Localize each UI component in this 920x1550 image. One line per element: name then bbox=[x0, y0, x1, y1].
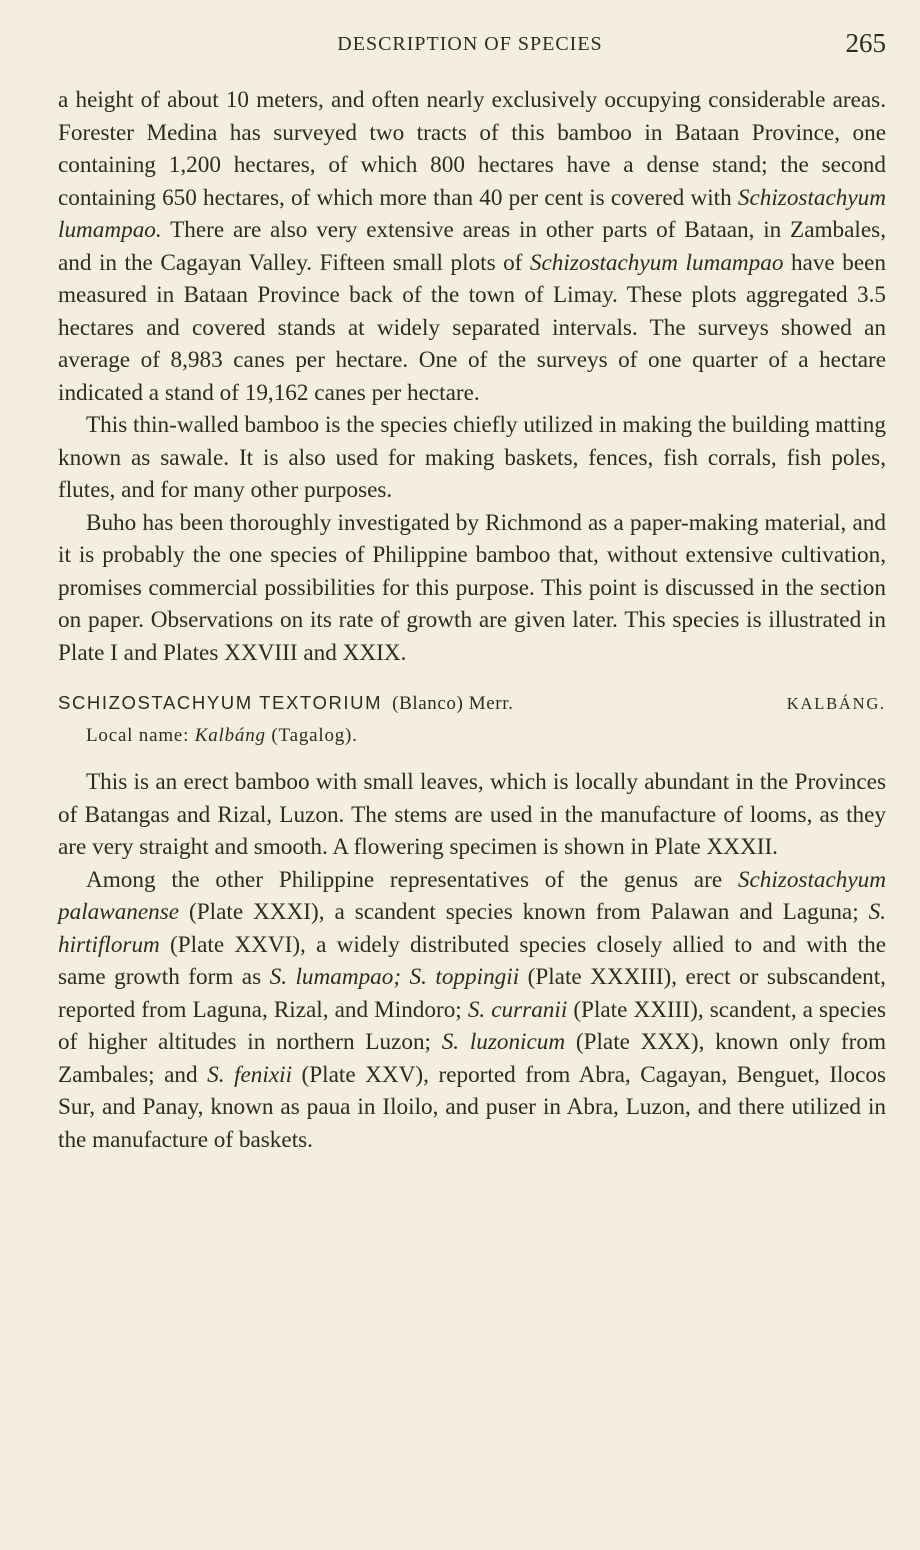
text-run: Among the other Philippine representatives of the genus are bbox=[86, 866, 738, 893]
italic-term: Schizostachyum lumampao. bbox=[58, 184, 886, 243]
text-run: (Plate XXIII), scandent, a species of higher altitudes in northern Luzon; bbox=[58, 996, 886, 1055]
paragraph-paper-making bbox=[58, 507, 886, 670]
page-body bbox=[58, 84, 886, 1156]
italic-term: Schizostachyum lumampao bbox=[529, 249, 784, 276]
text-run: (Plate XXX), known only from Zambales; and bbox=[58, 1029, 886, 1088]
paragraph-other-species bbox=[58, 864, 886, 1157]
italic-term: Schizostachyum palawanense bbox=[58, 866, 886, 925]
species-scientific-name: SCHIZOSTACHYUM TEXTORIUM bbox=[58, 692, 383, 713]
local-name-line bbox=[86, 720, 886, 752]
local-name-label: Local name: bbox=[86, 725, 195, 746]
text-run: This thin-walled bamboo is the species chiefly utilized in making the building matting known as sawale. It is also used for making baskets, fences, fish corrals, fish poles, flutes, and for many other purposes. bbox=[58, 412, 886, 503]
text-run: (Plate XXXI), a scandent species known from Palawan and Laguna; bbox=[179, 899, 869, 925]
species-authority: (Blanco) Merr. bbox=[392, 693, 514, 714]
paragraph-bataan-stands bbox=[58, 84, 886, 409]
page-number: 265 bbox=[845, 28, 886, 58]
page-header bbox=[0, 30, 920, 70]
species-heading-left bbox=[58, 687, 513, 720]
section-spacer-small bbox=[58, 752, 886, 766]
species-heading bbox=[58, 687, 886, 720]
italic-term: S. fenixii bbox=[207, 1061, 293, 1088]
paragraph-sawale-uses bbox=[58, 409, 886, 507]
text-run: (Plate XXXIII), erect or subscandent, reported from Laguna, Rizal, and Mindoro; bbox=[58, 964, 886, 1023]
italic-term: S. hirtiflorum bbox=[58, 899, 886, 958]
text-run: This is an erect bamboo with small leaves, which is locally abundant in the Provinces of Batangas and Rizal, Luzon. The stems are used in the manufacture of looms, as they are very straight and smooth. A flowering specimen is shown in Plate XXXII. bbox=[58, 769, 886, 860]
local-name-value: Kalbáng bbox=[194, 725, 266, 746]
italic-term: S. curranii bbox=[467, 996, 568, 1023]
paragraph-textorium-description bbox=[58, 766, 886, 864]
text-run: There are also very extensive areas in other parts of Bataan, in Zambales, and in the Cagayan Valley. Fifteen small plots of bbox=[58, 217, 886, 276]
section-spacer bbox=[58, 669, 886, 687]
text-run: (Plate XXV), reported from Abra, Cagayan, Benguet, Ilocos Sur, and Panay, known as paua in Iloilo, and puser in Abra, Luzon, and there utilized in the manufacture of baskets. bbox=[58, 1061, 886, 1153]
running-head: DESCRIPTION OF SPECIES bbox=[337, 33, 603, 55]
local-name-language: (Tagalog). bbox=[265, 725, 358, 746]
text-run: have been measured in Bataan Province back of the town of Limay. These plots aggregated 3.5 hectares and covered stands at widely separated intervals. The surveys showed an average of 8,983 canes per hectare. One of the surveys of one quarter of a hectare indicated a stand of 19,162 canes per hectare. bbox=[58, 249, 886, 406]
text-run: Buho has been thoroughly investigated by Richmond as a paper-making material, and it is probably the one species of Philippine bamboo that, without extensive cultivation, promises commercial possibilities for this purpose. This point is discussed in the section on paper. Observations on its rate of growth are given later. This species is illustrated in Plate I and Plates XXVIII and XXIX. bbox=[58, 509, 886, 666]
species-common-name: KALBÁNG. bbox=[786, 694, 886, 713]
text-run: a height of about 10 meters, and often nearly exclusively occupying considerable areas. Forester Medina has surveyed two tracts of this bamboo in Bataan Province, one containing 1,200 hectares, of which 800 hectares have a dense stand; the second containing 650 hectares, of which more than 40 per cent is covered with bbox=[58, 87, 886, 211]
italic-term: S. luzonicum bbox=[441, 1029, 566, 1055]
italic-term: S. lumampao; S. toppingii bbox=[269, 964, 520, 990]
text-run: (Plate XXVI), a widely distributed species closely allied to and with the same growth form as bbox=[58, 931, 886, 990]
